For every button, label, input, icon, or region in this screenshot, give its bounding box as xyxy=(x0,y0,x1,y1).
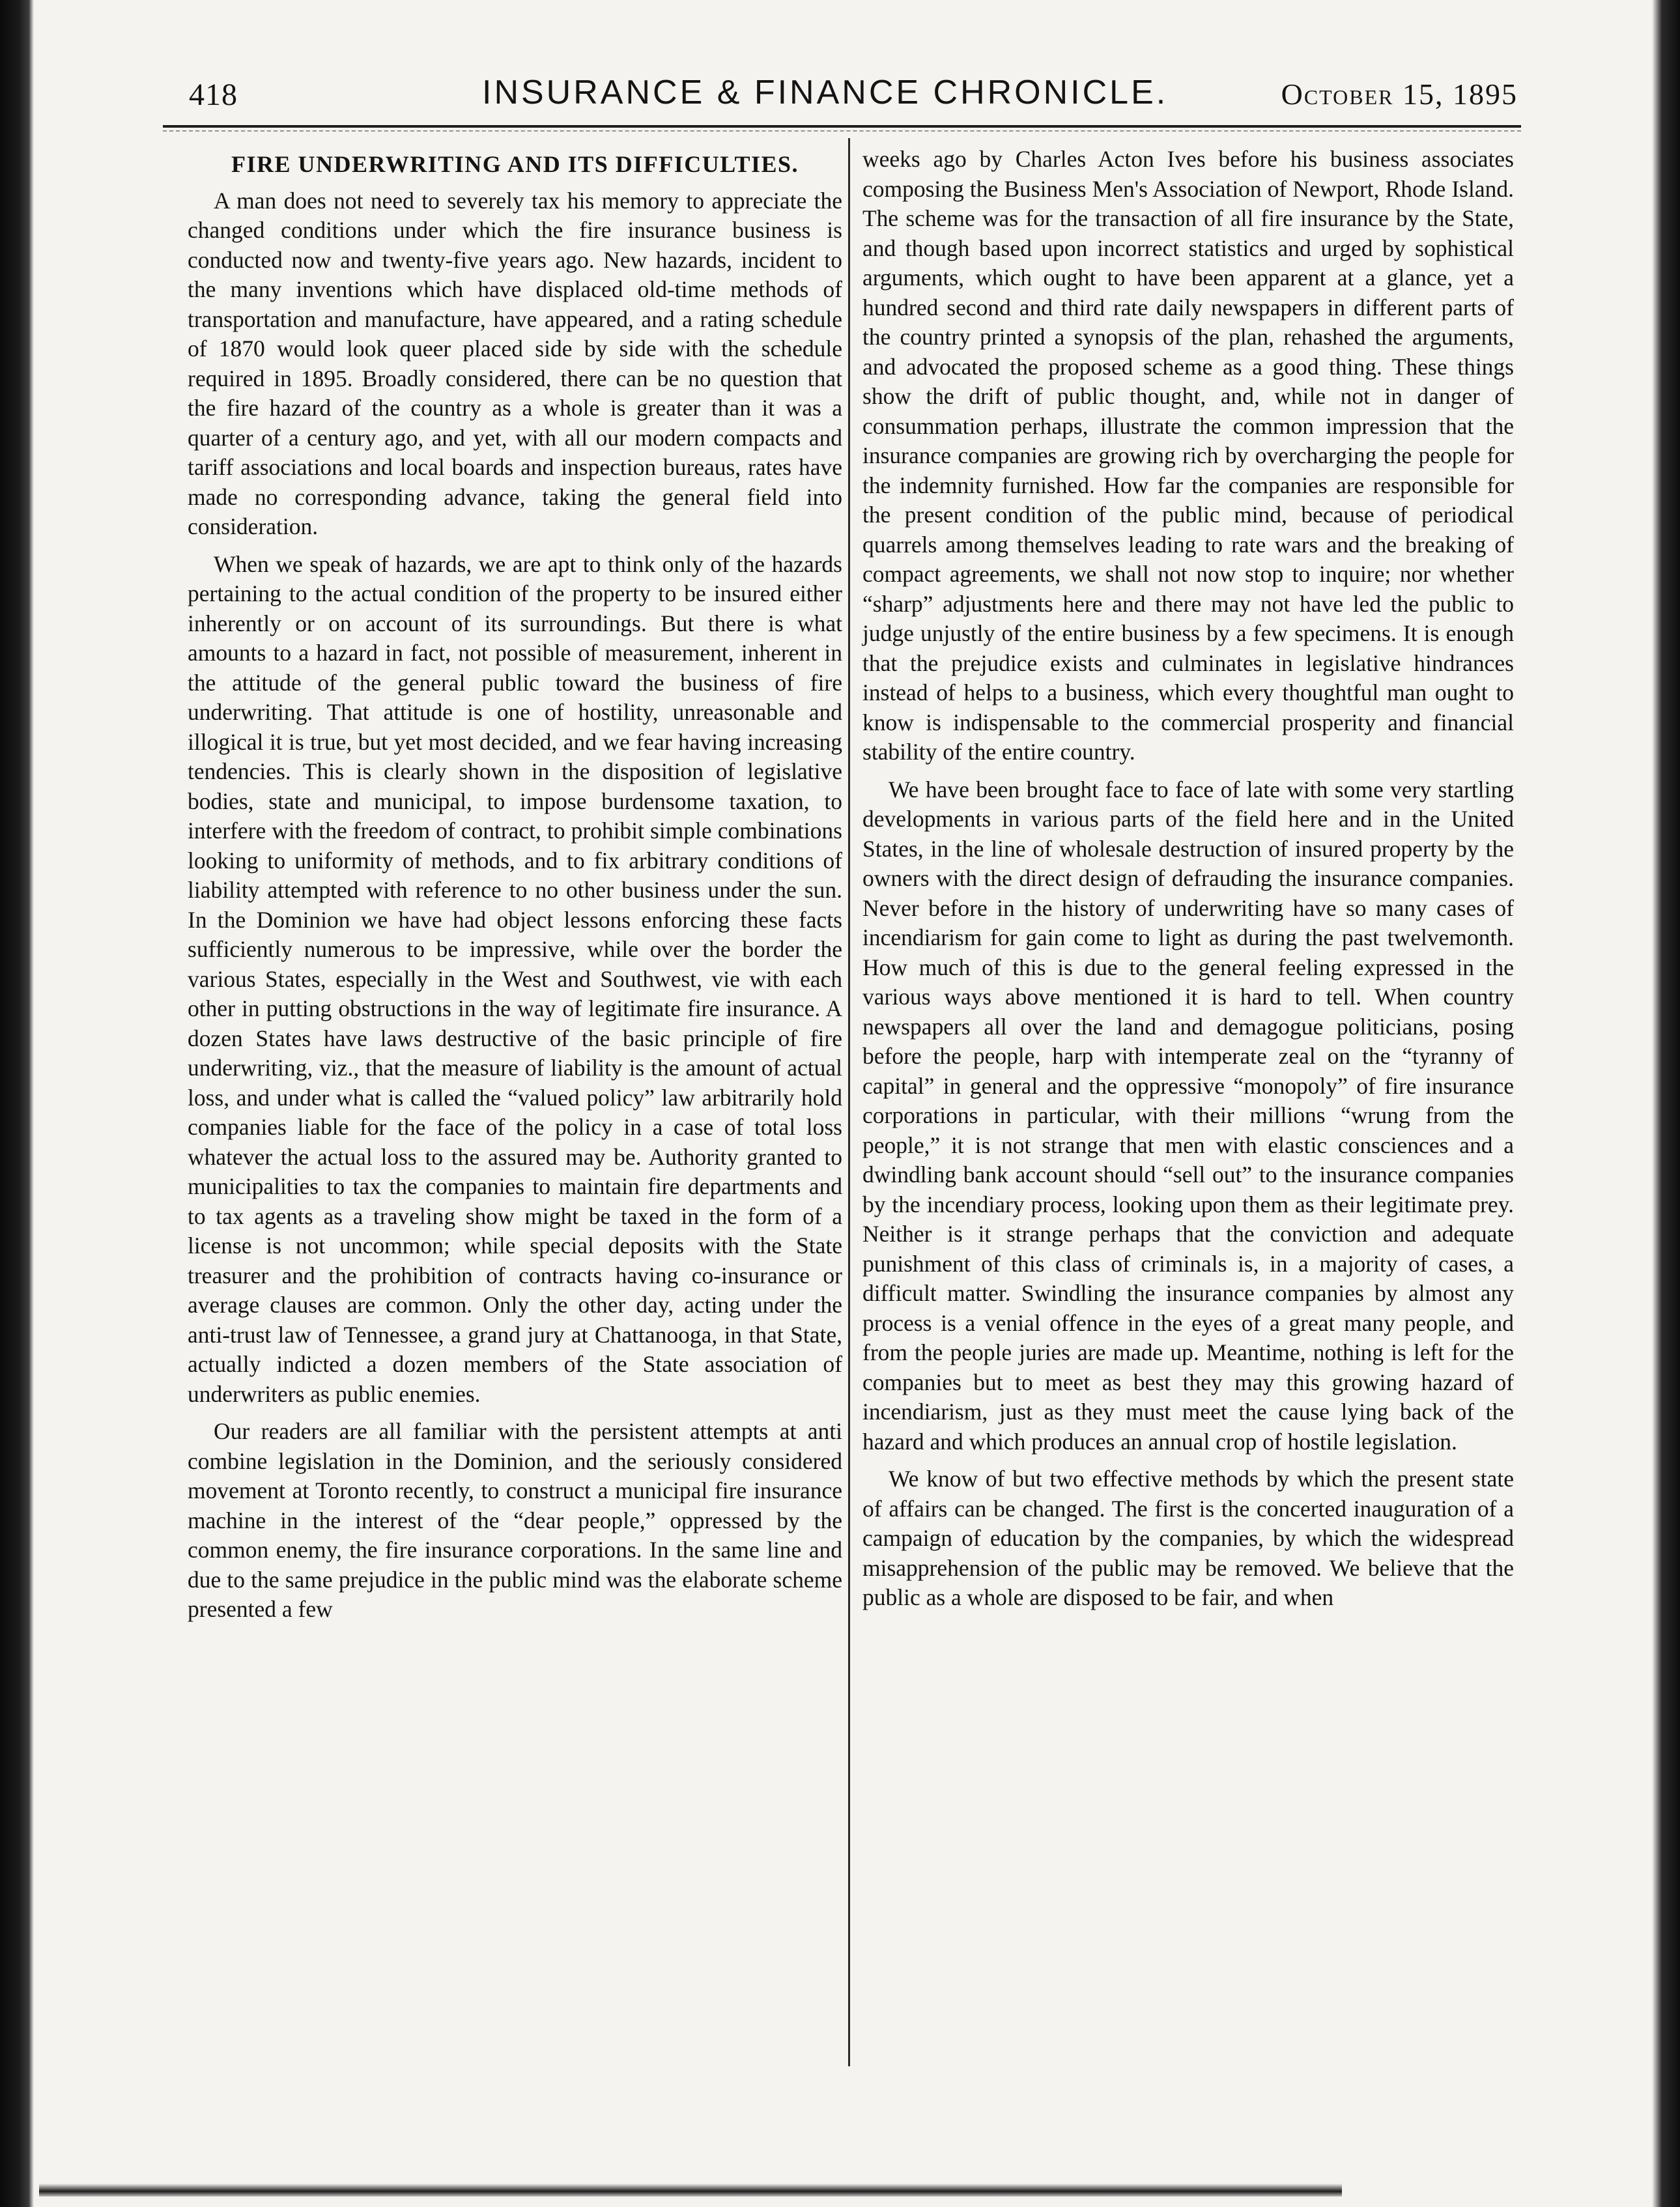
left-column xyxy=(188,145,842,1632)
right-column xyxy=(862,145,1514,1621)
paragraph: We know of but two effective methods by which the present state of affairs can be changed. The first is the concerted inauguration of a campaign of education by the companies, by which the widespread misapprehension of the public may be removed. We believe that the public as a whole are disposed to be fair, and when xyxy=(862,1466,1514,1610)
column-divider xyxy=(848,138,850,2066)
issue-date: October 15, 1895 xyxy=(1281,78,1518,111)
scan-left-edge xyxy=(0,0,34,2207)
journal-title: INSURANCE & FINANCE CHRONICLE. xyxy=(482,74,1169,111)
scan-right-edge xyxy=(1652,0,1680,2207)
running-head xyxy=(189,73,1518,125)
article-title: FIRE UNDERWRITING AND ITS DIFFICULTIES. xyxy=(231,151,799,177)
paragraph: A man does not need to severely tax his memory to appreciate the changed conditions under which the fire insurance business is conducted now and twenty-five years ago. New hazards, incident to the many inventions which have displaced old-time methods of transportation and manufacture, have appeared, and a rating schedule of 1870 would look queer placed side by side with the schedule required in 1895. Broadly considered, there can be no question that the fire hazard of the country as a whole is greater than it was a quarter of a century ago, and yet, with all our modern compacts and tariff associations and local boards and inspection bureaus, rates have made no corresponding advance, taking the general field into consideration. xyxy=(188,187,842,539)
header-rule xyxy=(163,125,1521,128)
paragraph: When we speak of hazards, we are apt to think only of the hazards pertaining to the actual condition of the property to be insured either inherently or on account of its surroundings. But there is what amounts to a hazard in fact, not possible of measurement, inherent in the attitude of the general public toward the business of fire underwriting. That attitude is one of hostility, unreasonable and illogical it is true, but yet most decided, and we fear having increasing tendencies. This is clearly shown in the disposition of legislative bodies, state and municipal, to impose burdensome taxation, to interfere with the freedom of contract, to prohibit simple combinations looking to uniformity of methods, and to fix arbitrary conditions of liability attempted with reference to no other business under the sun. In the Dominion we have had object lessons enforcing these facts sufficiently numerous to be impressive, while over the border the various States, especially in the West and Southwest, vie with each other in putting obstructions in the way of legitimate fire insurance. A dozen States have laws destructive of the basic principle of fire underwriting, viz., that the measure of liability is the amount of actual loss, and under what is called the “valued policy” law arbitrarily hold companies liable for the face of the policy in a case of total loss whatever the actual loss to the assured may be. Authority granted to municipalities to tax the companies to maintain fire departments and to tax agents as a traveling show might be taxed in the form of a license is not uncommon; while special deposits with the State treasurer and the prohibition of contracts having co-insurance or average clauses are common. Only the other day, acting under the anti-trust law of Tennessee, a grand jury at Chattanooga, in that State, actually indicted a dozen members of the State association of underwriters as public enemies. xyxy=(188,550,842,1407)
header-rule-dashed xyxy=(163,130,1521,132)
page-number: 418 xyxy=(189,78,238,112)
paragraph: Our readers are all familiar with the persistent attempts at anti combine legislation in the Dominion, and the seriously considered movement at Toronto recently, to construct a municipal fire insurance machine in the interest of the “dear people,” oppressed by the common enemy, the fire insurance corporations. In the same line and due to the same prejudice in the public mind was the elaborate scheme presented a few xyxy=(188,1418,842,1622)
paragraph-continuation: weeks ago by Charles Acton Ives before his business associates composing the Business Men's Association of Newport, Rhode Island. The scheme was for the transaction of all fire insurance by the State, and though based upon incorrect statistics and urged by sophistical arguments, which ought to have been apparent at a glance, yet a hundred second and third rate daily newspapers in different parts of the country printed a synopsis of the plan, rehashed the arguments, and advocated the proposed scheme as a good thing. These things show the drift of public thought, and, while not in danger of consummation perhaps, illustrate the common impression that the insurance companies are growing rich by overcharging the people for the indemnity furnished. How far the companies are responsible for the present condition of the public mind, because of periodical quarrels among themselves leading to rate wars and the breaking of compact agreements, we shall not now stop to inquire; nor whether “sharp” adjustments here and there may not have led the public to judge unjustly of the entire business by a few specimens. It is enough that the prejudice exists and culminates in legislative hindrances instead of helps to a business, which every thoughtful man ought to know is indispensable to the commercial prosperity and financial stability of the entire country. xyxy=(862,146,1514,765)
paragraph: We have been brought face to face of late with some very startling developments in various parts of the field here and in the United States, in the line of wholesale destruction of insured property by the owners with the direct design of defrauding the insurance companies. Never before in the history of underwriting have so many cases of incendiarism for gain come to light as during the past twelvemonth. How much of this is due to the general feeling expressed in the various ways above mentioned it is hard to tell. When country newspapers all over the land and demagogue politicians, posing before the people, harp with intemperate zeal on the “tyranny of capital” in general and the oppressive “monopoly” of fire insurance corporations in particular, with their millions “wrung from the people,” it is not strange that men with elastic consciences and a dwindling bank account should “sell out” to the insurance companies by the incendiary process, looking upon them as their legitimate prey. Neither is it strange perhaps that the conviction and adequate punishment of this class of criminals is, in a majority of cases, a difficult matter. Swindling the insurance companies by almost any process is a venial offence in the eyes of a great many people, and from the people juries are made up. Meantime, nothing is left for the companies but to meet as best they may this growing hazard of incendiarism, just as they must meet the cause lying back of the hazard and which produces an annual crop of hostile legislation. xyxy=(862,776,1514,1455)
scan-bottom-edge xyxy=(39,2184,1342,2197)
